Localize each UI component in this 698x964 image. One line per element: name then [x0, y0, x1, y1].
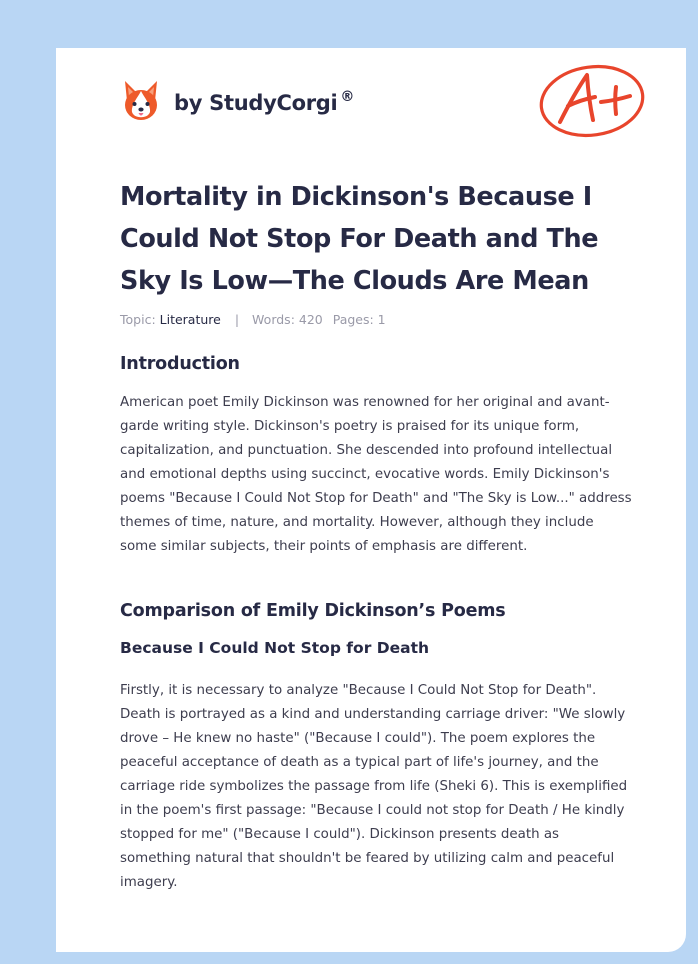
- introduction-paragraph: American poet Emily Dickinson was renowned for her original and avant-garde writing style. Dickinson's poetry is praised for its unique form, capitalization, and punctuation. She descended into profound intellectual and emotional depths using succinct, evocative words. Emily Dickinson's poems "Because I Could Not Stop for Death" and "The Sky is Low..." address themes of time, nature, and mortality. However, although they include some similar subjects, their points of emphasis are different.: [120, 395, 632, 554]
- a-plus-grade-icon: [538, 62, 648, 140]
- meta-separator: |: [234, 312, 240, 327]
- topic-link[interactable]: Literature: [159, 312, 221, 327]
- topic-label: Topic:: [120, 312, 156, 327]
- document-page: [56, 48, 686, 952]
- brand-header[interactable]: [122, 76, 354, 126]
- page-count: Pages: 1: [332, 312, 386, 327]
- word-count: Words: 420: [252, 312, 323, 327]
- document-meta: [120, 312, 386, 327]
- registered-mark: ®: [340, 89, 355, 105]
- subsection-heading-because-i-could: Because I Could Not Stop for Death: [120, 639, 430, 657]
- comparison-paragraph: Firstly, it is necessary to analyze "Because I Could Not Stop for Death". Death is portrayed as a kind and understanding carriage driver: "We slowly drove – He knew no haste" ("Because I could"). The poem explores the peaceful acceptance of death as a typical part of life's journey, and the carriage ride symbolizes the passage from life (Sheki 6). This is exemplified in the poem's first passage: "Because I could not stop for Death / He kindly stopped for me" ("Because I could"). Dickinson presents death as something natural that shouldn't be feared by utilizing calm and peaceful imagery.: [120, 683, 628, 890]
- corgi-logo-icon: [122, 79, 160, 123]
- brand-name: by StudyCorgi ®: [174, 89, 355, 115]
- section-heading-comparison: Comparison of Emily Dickinson’s Poems: [120, 601, 506, 621]
- document-title: Mortality in Dickinson's Because I Could Not Stop For Death and The Sky Is Low—The Clouds Are Mean: [120, 182, 599, 296]
- section-heading-introduction: Introduction: [120, 354, 240, 374]
